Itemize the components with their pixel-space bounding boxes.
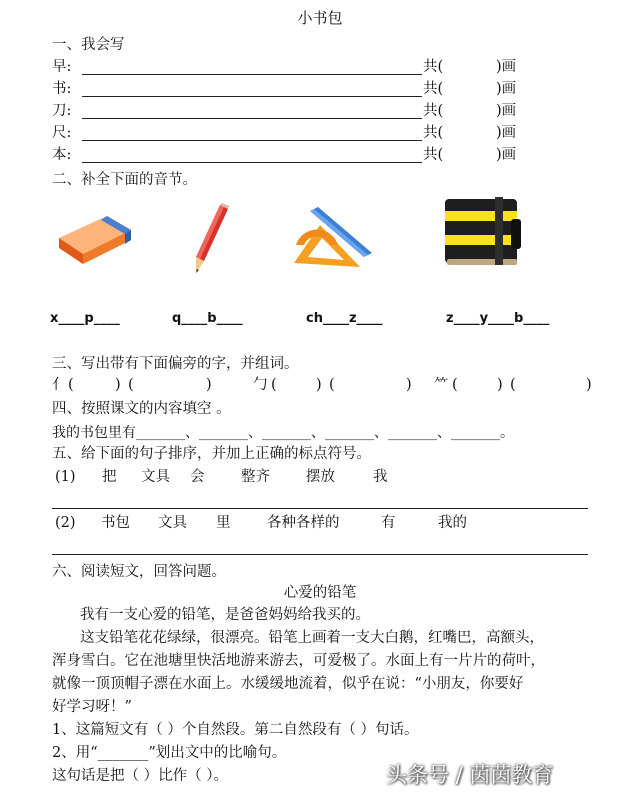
radical-bao: 勹 [253,377,268,393]
row-char: 本: [52,147,72,163]
paren-open: ( [510,377,516,393]
ruler-set-icon [290,205,375,270]
row-gong: 共( [423,147,444,163]
word-card: 里 [216,515,231,531]
stroke-answer-line[interactable] [82,96,422,97]
question-2: 2、用“_______”划出文中的比喻句。 [52,745,287,761]
word-card: 文具 [141,469,170,485]
row-gong: 共( [423,59,444,75]
word-card: 我 [373,469,388,485]
passage-p2-line: 浑身雪白。它在池塘里快活地游来游去，可爱极了。水面上有一片片的荷叶， [52,653,545,669]
word-card: 文具 [158,515,187,531]
paren-open: ( [271,377,277,393]
stroke-answer-line[interactable] [82,74,422,75]
row-char: 早: [52,59,72,75]
page-title: 小书包 [297,9,343,27]
paren-open: ( [452,377,458,393]
section1-heading: 一、我会写 [52,37,125,53]
paren-close: ) [497,377,503,393]
question-1: 1、这篇短文有（ ）个自然段。第二自然段有（ ）句话。 [52,722,419,738]
eraser-icon [55,210,135,265]
row-gong: 共( [423,125,444,141]
notebook-icon [443,197,523,269]
row-gong: 共( [423,81,444,97]
word-card: 整齐 [241,469,270,485]
row-hua: )画 [496,103,517,119]
pinyin-eraser: x____p____ [50,311,120,326]
row-char: 刀: [52,103,72,119]
paren-close: ) [115,377,121,393]
row-hua: )画 [496,125,517,141]
fill-blank-sentence: 我的书包里有_______、_______、_______、_______、_______、_______。 [52,425,514,441]
section2-heading: 二、补全下面的音节。 [52,172,197,188]
section5-heading: 五、给下面的句子排序，并加上正确的标点符号。 [52,446,371,462]
q1-answer-line[interactable] [52,508,588,509]
pinyin-ruler: ch____z____ [306,311,383,326]
pinyin-pencil: q____b____ [172,311,243,326]
paren-open: ( [128,377,134,393]
question-3: 这句话是把（ ）比作（ ）。 [52,768,228,784]
section4-heading: 四、按照课文的内容填空 。 [52,401,231,417]
pencil-icon [192,203,232,275]
word-card: 把 [102,469,117,485]
word-card: 摆放 [306,469,335,485]
row-char: 尺: [52,125,72,141]
paren-close: ) [406,377,412,393]
paren-close: ) [206,377,212,393]
word-card: 有 [381,515,396,531]
stroke-answer-line[interactable] [82,162,422,163]
passage-p2-line: 好学习呀！” [52,699,132,715]
q2-number: (2) [55,515,76,531]
q2-answer-line[interactable] [52,554,588,555]
radical-zhu: ⺮ [434,377,449,393]
word-card: 书包 [101,515,130,531]
paren-open: ( [329,377,335,393]
word-card: 会 [190,469,205,485]
paren-close: ) [316,377,322,393]
passage-p2-line: 就像一顶顶帽子漂在水面上。水缓缓地流着，似乎在说：“小朋友，你要好 [52,676,524,692]
passage-p2-line: 这支铅笔花花绿绿，很漂亮。铅笔上画着一支大白鹅，红嘴巴，高额头， [80,630,544,646]
word-card: 各种各样的 [267,515,340,531]
section6-heading: 六、阅读短文，回答问题。 [52,564,226,580]
paren-open: ( [68,377,74,393]
passage-p1: 我有一支心爱的铅笔，是爸爸妈妈给我买的。 [80,607,370,623]
stroke-answer-line[interactable] [82,140,422,141]
row-hua: )画 [496,81,517,97]
q1-number: (1) [55,469,76,485]
row-gong: 共( [423,103,444,119]
radical-ren: 亻 [52,377,67,393]
watermark: 头条号 / 茵茵教育 [386,763,554,787]
pinyin-notebook: z____y____b____ [446,311,550,326]
paren-close: ) [586,377,592,393]
word-card: 我的 [438,515,467,531]
row-char: 书: [52,81,72,97]
stroke-answer-line[interactable] [82,118,422,119]
passage-title: 心爱的铅笔 [283,585,357,601]
row-hua: )画 [496,59,517,75]
row-hua: )画 [496,147,517,163]
section3-heading: 三、写出带有下面偏旁的字，并组词。 [52,356,299,372]
